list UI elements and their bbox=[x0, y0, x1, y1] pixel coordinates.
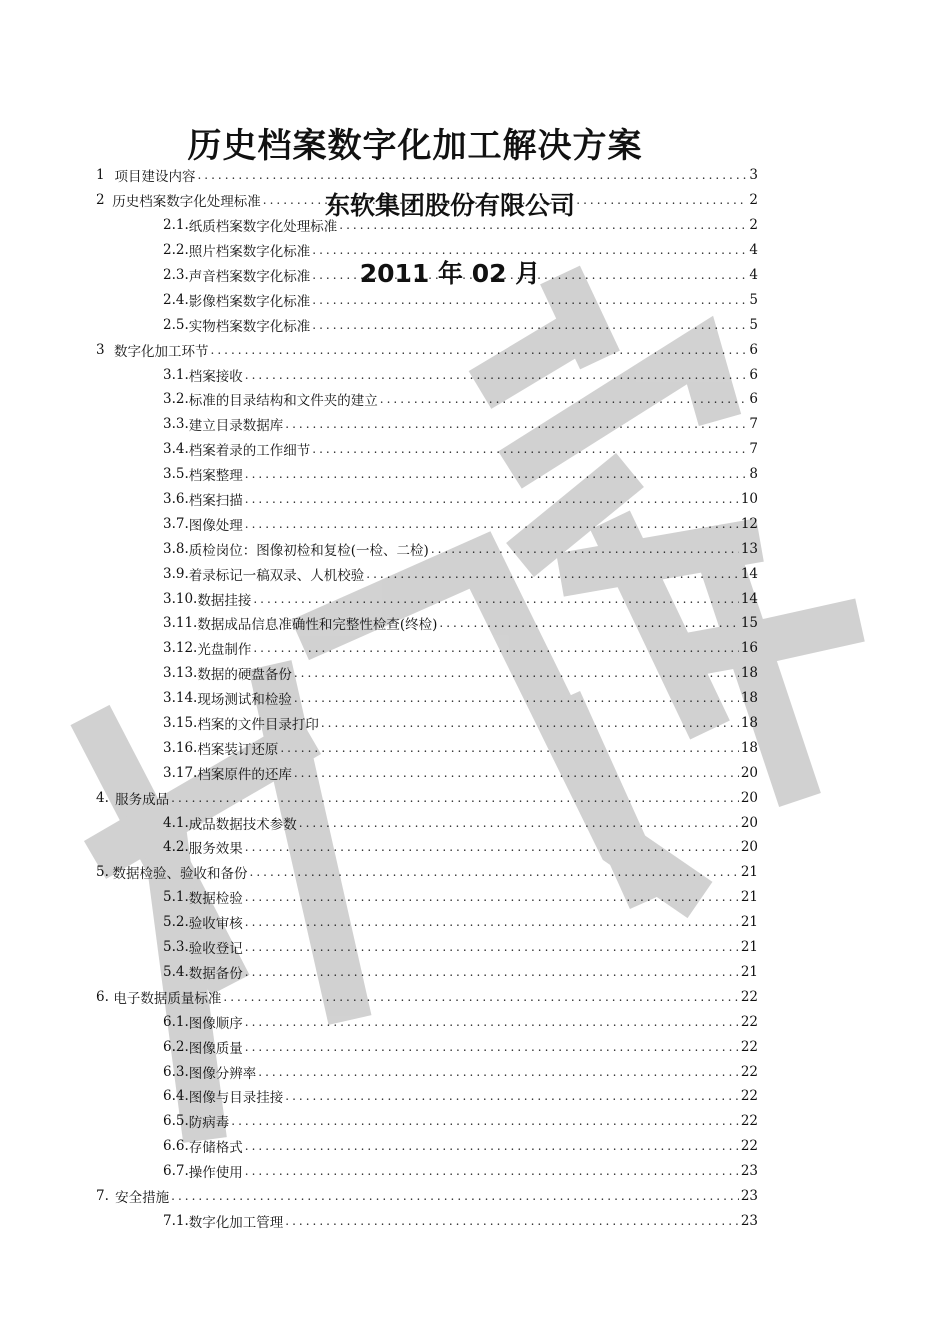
toc-dot-leader bbox=[312, 293, 746, 307]
toc-entry-title: 档案原件的还库 bbox=[197, 766, 292, 783]
toc-entry-number: 3.8. bbox=[163, 540, 189, 557]
toc-entry[interactable] bbox=[96, 1109, 758, 1134]
toc-dot-leader bbox=[231, 1114, 739, 1128]
toc-entry-number: 4. bbox=[96, 789, 109, 806]
toc-entry[interactable] bbox=[96, 1134, 758, 1159]
toc-entry[interactable] bbox=[96, 1208, 758, 1233]
toc-dot-leader bbox=[321, 716, 739, 730]
toc-entry[interactable] bbox=[96, 960, 758, 985]
toc-entry-number: 2.4. bbox=[163, 291, 189, 308]
toc-entry-page: 18 bbox=[740, 665, 758, 682]
toc-entry-title: 质检岗位：图像初检和复检(一检、二检) bbox=[188, 542, 429, 559]
toc-dot-leader bbox=[439, 616, 738, 630]
toc-entry[interactable] bbox=[96, 536, 758, 561]
toc-entry-page: 16 bbox=[740, 640, 758, 657]
toc-entry[interactable] bbox=[96, 312, 758, 337]
toc-dot-leader bbox=[294, 666, 739, 680]
toc-entry-number: 3.6. bbox=[163, 491, 189, 508]
toc-entry[interactable] bbox=[96, 885, 758, 910]
toc-entry-title: 声音档案数字化标准 bbox=[188, 269, 311, 285]
toc-entry-number: 3.16. bbox=[163, 739, 198, 756]
toc-entry-page: 6 bbox=[749, 391, 758, 408]
toc-dot-leader bbox=[294, 766, 739, 780]
toc-entry-title: 服务效果 bbox=[188, 841, 243, 858]
toc-entry-number: 5.3. bbox=[163, 939, 189, 956]
toc-entry-number: 2.5. bbox=[163, 316, 189, 333]
toc-entry[interactable] bbox=[96, 611, 758, 636]
toc-entry-page: 21 bbox=[740, 864, 758, 881]
toc-entry[interactable] bbox=[96, 1159, 758, 1184]
toc-entry-title: 防病毒 bbox=[188, 1115, 230, 1132]
toc-entry[interactable] bbox=[96, 287, 758, 312]
table-of-contents bbox=[96, 163, 758, 1233]
toc-entry-title: 图像分辨率 bbox=[188, 1065, 257, 1082]
toc-entry-title: 服务成品 bbox=[115, 791, 170, 808]
toc-entry-number: 3.12. bbox=[163, 640, 198, 657]
toc-entry-title: 图像与目录挂接 bbox=[188, 1090, 284, 1107]
toc-entry-title: 数据成品信息准确性和完整性检查(终检) bbox=[197, 617, 438, 634]
toc-entry-number: 3.9. bbox=[163, 565, 189, 582]
toc-entry-title: 历史档案数字化处理标准 bbox=[112, 194, 261, 211]
toc-entry[interactable] bbox=[96, 984, 758, 1009]
toc-dot-leader bbox=[245, 368, 746, 382]
toc-entry-title: 档案着录的工作细节 bbox=[188, 443, 311, 460]
toc-dot-leader bbox=[285, 1214, 739, 1228]
toc-entry-page: 18 bbox=[740, 739, 758, 756]
toc-entry[interactable] bbox=[96, 561, 758, 586]
toc-entry[interactable] bbox=[96, 835, 758, 860]
toc-entry-page: 22 bbox=[740, 1013, 758, 1030]
toc-entry-page: 20 bbox=[740, 764, 758, 781]
toc-entry-page: 22 bbox=[740, 1063, 758, 1080]
toc-entry-page: 20 bbox=[740, 839, 758, 856]
toc-entry-number: 3.1. bbox=[163, 366, 189, 383]
toc-entry-title: 图像处理 bbox=[188, 517, 243, 534]
toc-dot-leader bbox=[312, 318, 746, 332]
toc-entry-page: 20 bbox=[740, 789, 758, 806]
toc-entry-page: 21 bbox=[740, 939, 758, 956]
toc-entry-title: 数据挂接 bbox=[197, 592, 252, 609]
toc-dot-leader bbox=[253, 592, 738, 606]
toc-entry[interactable] bbox=[96, 437, 758, 462]
toc-dot-leader bbox=[245, 1040, 739, 1054]
toc-entry-page: 8 bbox=[749, 466, 758, 483]
toc-entry[interactable] bbox=[96, 1184, 758, 1209]
toc-entry-number: 6.1. bbox=[163, 1013, 189, 1030]
toc-entry-page: 7 bbox=[749, 416, 758, 433]
toc-entry-number: 3 bbox=[96, 341, 105, 358]
toc-entry-page: 13 bbox=[740, 540, 758, 557]
toc-entry-title: 着录标记一稿双录、人机校验 bbox=[188, 567, 365, 584]
toc-dot-leader bbox=[245, 915, 739, 929]
toc-dot-leader bbox=[431, 542, 739, 556]
toc-entry[interactable] bbox=[96, 636, 758, 661]
toc-entry-title: 图像质量 bbox=[188, 1040, 243, 1057]
toc-entry-number: 3.14. bbox=[163, 690, 198, 707]
toc-entry-page: 14 bbox=[740, 590, 758, 607]
toc-entry-page: 6 bbox=[749, 341, 758, 358]
toc-entry-number: 3.17. bbox=[163, 764, 198, 781]
toc-entry-number: 6.5. bbox=[163, 1113, 189, 1130]
toc-entry-title: 数据检验、验收和备份 bbox=[112, 866, 248, 883]
toc-entry-page: 2 bbox=[749, 217, 758, 234]
toc-entry[interactable] bbox=[96, 686, 758, 711]
toc-entry[interactable] bbox=[96, 1009, 758, 1034]
toc-entry-title: 建立目录数据库 bbox=[188, 418, 284, 435]
toc-dot-leader bbox=[245, 1164, 739, 1178]
toc-entry-number: 3.13. bbox=[163, 665, 198, 682]
toc-entry[interactable] bbox=[96, 1034, 758, 1059]
toc-dot-leader bbox=[285, 417, 746, 431]
toc-entry-number: 3.3. bbox=[163, 416, 189, 433]
toc-entry-title: 光盘制作 bbox=[197, 642, 252, 659]
toc-dot-leader bbox=[211, 343, 746, 357]
toc-entry[interactable] bbox=[96, 810, 758, 835]
toc-entry-title: 安全措施 bbox=[115, 1189, 170, 1206]
toc-entry[interactable] bbox=[96, 661, 758, 686]
toc-dot-leader bbox=[250, 865, 739, 879]
toc-dot-leader bbox=[197, 168, 746, 182]
toc-dot-leader bbox=[223, 990, 738, 1004]
toc-entry[interactable] bbox=[96, 860, 758, 885]
toc-entry-number: 5.2. bbox=[163, 914, 189, 931]
toc-entry-title: 档案扫描 bbox=[188, 493, 243, 510]
toc-entry-page: 3 bbox=[749, 167, 758, 184]
toc-entry-page: 4 bbox=[749, 242, 758, 259]
toc-dot-leader bbox=[245, 840, 739, 854]
toc-dot-leader bbox=[258, 1065, 739, 1079]
toc-entry-title: 数字化加工环节 bbox=[114, 343, 209, 360]
document-date: 2011 年 02 月 bbox=[359, 259, 541, 288]
toc-entry-title: 操作使用 bbox=[188, 1165, 243, 1182]
toc-entry-number: 3.5. bbox=[163, 466, 189, 483]
toc-entry-page: 22 bbox=[740, 1138, 758, 1155]
toc-entry-page: 4 bbox=[749, 267, 758, 283]
toc-dot-leader bbox=[312, 442, 746, 456]
toc-entry-page: 23 bbox=[740, 1187, 758, 1204]
toc-entry-number: 2 bbox=[96, 192, 105, 209]
toc-entry-number: 6. bbox=[96, 988, 109, 1005]
toc-entry-title: 数字化加工管理 bbox=[188, 1214, 284, 1231]
toc-entry-page: 23 bbox=[740, 1212, 758, 1229]
toc-dot-leader bbox=[380, 392, 746, 406]
toc-entry[interactable] bbox=[96, 412, 758, 437]
toc-entry-number: 2.1. bbox=[163, 217, 189, 234]
toc-entry-number: 6.4. bbox=[163, 1088, 189, 1105]
toc-entry-number: 6.7. bbox=[163, 1163, 189, 1180]
company-name: 东软集团股份有限公司 bbox=[324, 191, 575, 220]
toc-dot-leader bbox=[245, 965, 739, 979]
toc-dot-leader bbox=[245, 1015, 739, 1029]
toc-entry-title: 档案接收 bbox=[188, 368, 243, 385]
toc-dot-leader bbox=[366, 567, 739, 581]
toc-entry-number: 5.4. bbox=[163, 963, 189, 980]
toc-entry-number: 7.1. bbox=[163, 1212, 189, 1229]
toc-entry-title: 电子数据质量标准 bbox=[113, 990, 222, 1007]
toc-entry-number: 3.4. bbox=[163, 441, 189, 458]
toc-entry-page: 7 bbox=[749, 441, 758, 458]
toc-dot-leader bbox=[245, 1139, 739, 1153]
toc-dot-leader bbox=[299, 816, 739, 830]
toc-entry-title: 档案装订还原 bbox=[197, 741, 279, 758]
toc-entry-page: 18 bbox=[740, 715, 758, 732]
toc-entry-title: 成品数据技术参数 bbox=[188, 816, 297, 833]
toc-entry-number: 2.2. bbox=[163, 242, 189, 259]
toc-dot-leader bbox=[245, 517, 739, 531]
toc-entry[interactable] bbox=[96, 910, 758, 935]
toc-entry-number: 3.7. bbox=[163, 515, 189, 532]
toc-entry-title: 档案整理 bbox=[188, 468, 243, 485]
toc-entry-page: 2 bbox=[749, 192, 758, 209]
toc-entry-page: 12 bbox=[740, 515, 758, 532]
toc-entry-number: 3.2. bbox=[163, 391, 189, 408]
toc-entry-page: 5 bbox=[749, 316, 758, 333]
toc-entry-number: 6.2. bbox=[163, 1038, 189, 1055]
toc-entry-number: 2.3. bbox=[163, 267, 189, 283]
toc-entry-page: 6 bbox=[749, 366, 758, 383]
toc-entry-number: 1 bbox=[96, 167, 105, 184]
toc-entry-number: 5.1. bbox=[163, 889, 189, 906]
toc-entry-page: 22 bbox=[740, 988, 758, 1005]
toc-entry[interactable] bbox=[96, 760, 758, 785]
toc-entry[interactable] bbox=[96, 462, 758, 487]
toc-entry-number: 3.15. bbox=[163, 715, 198, 732]
toc-entry-title: 影像档案数字化标准 bbox=[188, 293, 311, 310]
toc-entry[interactable] bbox=[96, 735, 758, 760]
toc-entry-page: 21 bbox=[740, 889, 758, 906]
toc-dot-leader bbox=[171, 791, 739, 805]
toc-entry-number: 4.2. bbox=[163, 839, 189, 856]
toc-entry-page: 21 bbox=[740, 914, 758, 931]
toc-entry-number: 3.11. bbox=[163, 615, 198, 632]
toc-entry-page: 10 bbox=[740, 491, 758, 508]
toc-entry[interactable] bbox=[96, 511, 758, 536]
toc-entry-title: 验收登记 bbox=[188, 941, 243, 958]
toc-entry-page: 21 bbox=[740, 963, 758, 980]
toc-entry[interactable] bbox=[96, 337, 758, 362]
toc-entry[interactable] bbox=[96, 1059, 758, 1084]
toc-entry-title: 实物档案数字化标准 bbox=[188, 318, 311, 335]
toc-dot-leader bbox=[245, 492, 739, 506]
toc-entry-title: 标准的目录结构和文件夹的建立 bbox=[188, 393, 378, 410]
toc-entry-title: 档案的文件目录打印 bbox=[197, 717, 319, 734]
toc-entry[interactable] bbox=[96, 785, 758, 810]
toc-entry[interactable] bbox=[96, 487, 758, 512]
toc-entry-title: 纸质档案数字化处理标准 bbox=[188, 219, 338, 236]
toc-dot-leader bbox=[294, 691, 739, 705]
toc-entry[interactable] bbox=[96, 711, 758, 736]
toc-entry-page: 22 bbox=[740, 1038, 758, 1055]
toc-entry[interactable] bbox=[96, 586, 758, 611]
toc-dot-leader bbox=[245, 467, 746, 481]
toc-entry-page: 14 bbox=[740, 565, 758, 582]
toc-entry-number: 6.6. bbox=[163, 1138, 189, 1155]
toc-dot-leader bbox=[171, 1189, 739, 1203]
toc-entry-page: 22 bbox=[740, 1088, 758, 1105]
toc-dot-leader bbox=[280, 741, 738, 755]
toc-dot-leader bbox=[245, 940, 739, 954]
toc-dot-leader bbox=[245, 890, 739, 904]
toc-entry-title: 存储格式 bbox=[188, 1140, 243, 1157]
toc-entry-title: 数据的硬盘备份 bbox=[197, 667, 292, 684]
toc-entry[interactable] bbox=[96, 362, 758, 387]
toc-entry[interactable] bbox=[96, 1084, 758, 1109]
toc-entry-title: 图像顺序 bbox=[188, 1015, 243, 1032]
toc-entry-page: 15 bbox=[740, 615, 758, 632]
toc-entry-number: 4.1. bbox=[163, 814, 189, 831]
document-title: 历史档案数字化加工解决方案 bbox=[187, 126, 643, 166]
toc-entry-title: 项目建设内容 bbox=[114, 169, 196, 186]
toc-dot-leader bbox=[285, 1089, 739, 1103]
toc-entry-page: 23 bbox=[740, 1163, 758, 1180]
toc-entry-title: 验收审核 bbox=[188, 916, 243, 933]
toc-entry-page: 22 bbox=[740, 1113, 758, 1130]
toc-entry-page: 5 bbox=[749, 291, 758, 308]
toc-entry[interactable] bbox=[96, 387, 758, 412]
toc-dot-leader bbox=[253, 641, 738, 655]
toc-entry[interactable] bbox=[96, 935, 758, 960]
toc-entry-number: 5. bbox=[96, 864, 109, 881]
toc-entry-title: 数据检验 bbox=[188, 891, 243, 908]
toc-entry-number: 7. bbox=[96, 1187, 109, 1204]
toc-entry-title: 现场测试和检验 bbox=[197, 692, 292, 709]
toc-entry-page: 20 bbox=[740, 814, 758, 831]
toc-entry-number: 6.3. bbox=[163, 1063, 189, 1080]
toc-entry-number: 3.10. bbox=[163, 590, 198, 607]
toc-entry-page: 18 bbox=[740, 690, 758, 707]
toc-entry-title: 照片档案数字化标准 bbox=[188, 244, 311, 261]
toc-entry-title: 数据备份 bbox=[188, 965, 243, 982]
